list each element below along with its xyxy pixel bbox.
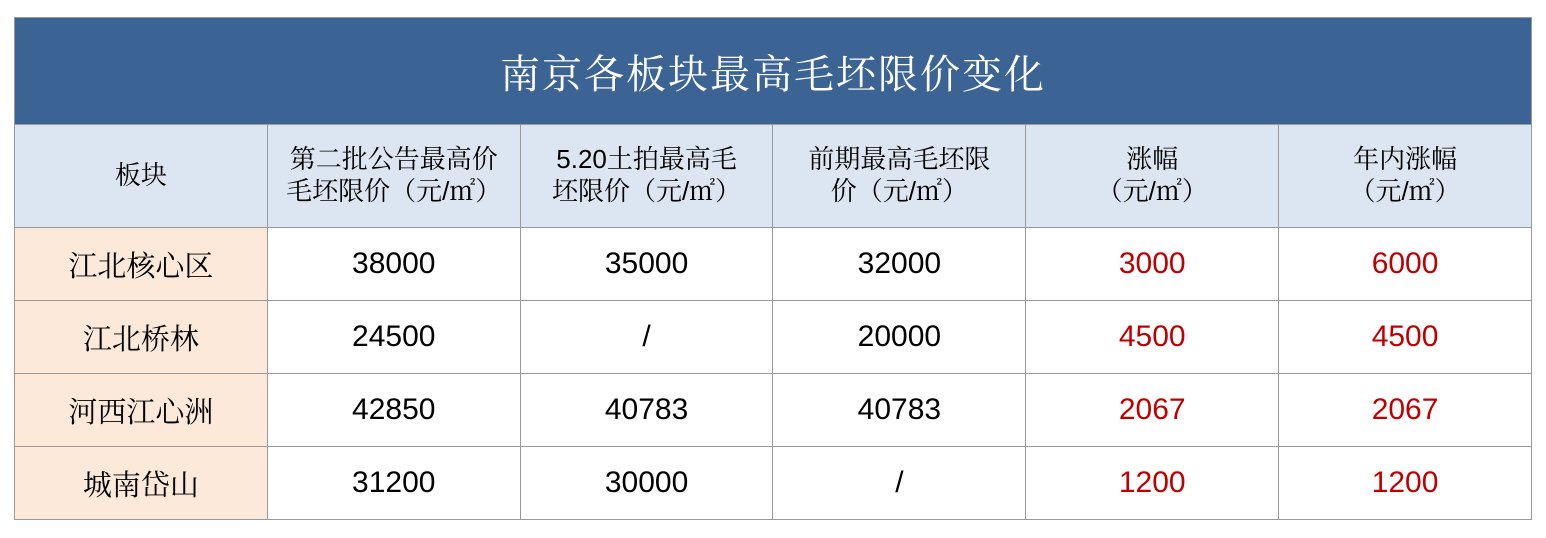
cell-second-batch: 24500 xyxy=(267,301,520,374)
cell-yearly-increase: 4500 xyxy=(1279,301,1532,374)
row-label: 江北桥林 xyxy=(15,301,268,374)
column-header-yearly-increase xyxy=(1279,125,1532,228)
cell-second-batch: 38000 xyxy=(267,228,520,301)
column-header-increase-line2: （元/㎡） xyxy=(1096,176,1208,206)
column-header-yearly-increase-line1: 年内涨幅 xyxy=(1353,144,1458,175)
cell-yearly-increase: 2067 xyxy=(1279,374,1532,447)
cell-auction-520: / xyxy=(520,301,773,374)
column-header-increase-line1: 涨幅 xyxy=(1126,144,1179,175)
column-header-previous-line2: 价（元/㎡） xyxy=(830,176,969,206)
cell-previous: 40783 xyxy=(773,374,1026,447)
cell-increase: 2067 xyxy=(1026,374,1279,447)
cell-yearly-increase: 6000 xyxy=(1279,228,1532,301)
column-header-previous xyxy=(773,125,1026,228)
cell-previous: 32000 xyxy=(773,228,1026,301)
table-row xyxy=(15,301,1532,374)
column-header-area xyxy=(15,125,268,228)
cell-previous: / xyxy=(773,447,1026,520)
column-header-increase xyxy=(1026,125,1279,228)
row-label: 河西江心洲 xyxy=(15,374,268,447)
column-header-second-batch-line2: 毛坯限价（元/㎡） xyxy=(286,176,502,206)
cell-auction-520: 30000 xyxy=(520,447,773,520)
table-row xyxy=(15,228,1532,301)
row-label: 江北核心区 xyxy=(15,228,268,301)
table-title-row xyxy=(15,18,1532,125)
cell-auction-520: 40783 xyxy=(520,374,773,447)
column-header-second-batch-line1: 第二批公告最高价 xyxy=(289,144,498,175)
cell-second-batch: 31200 xyxy=(267,447,520,520)
cell-previous: 20000 xyxy=(773,301,1026,374)
column-header-auction-520-line1: 5.20土拍最高毛 xyxy=(556,144,737,175)
table-row xyxy=(15,447,1532,520)
price-table xyxy=(14,17,1532,520)
column-header-auction-520-line2: 坯限价（元/㎡） xyxy=(551,176,742,206)
column-header-previous-line1: 前期最高毛坯限 xyxy=(808,144,991,175)
cell-auction-520: 35000 xyxy=(520,228,773,301)
price-table-container xyxy=(14,17,1532,520)
cell-yearly-increase: 1200 xyxy=(1279,447,1532,520)
row-label: 城南岱山 xyxy=(15,447,268,520)
table-row xyxy=(15,374,1532,447)
column-header-second-batch xyxy=(267,125,520,228)
column-header-area-line1: 板块 xyxy=(114,160,167,191)
cell-increase: 4500 xyxy=(1026,301,1279,374)
cell-second-batch: 42850 xyxy=(267,374,520,447)
column-header-yearly-increase-line2: （元/㎡） xyxy=(1349,176,1461,206)
table-title: 南京各板块最高毛坯限价变化 xyxy=(15,18,1532,125)
column-header-auction-520 xyxy=(520,125,773,228)
cell-increase: 3000 xyxy=(1026,228,1279,301)
table-header-row xyxy=(15,125,1532,228)
cell-increase: 1200 xyxy=(1026,447,1279,520)
